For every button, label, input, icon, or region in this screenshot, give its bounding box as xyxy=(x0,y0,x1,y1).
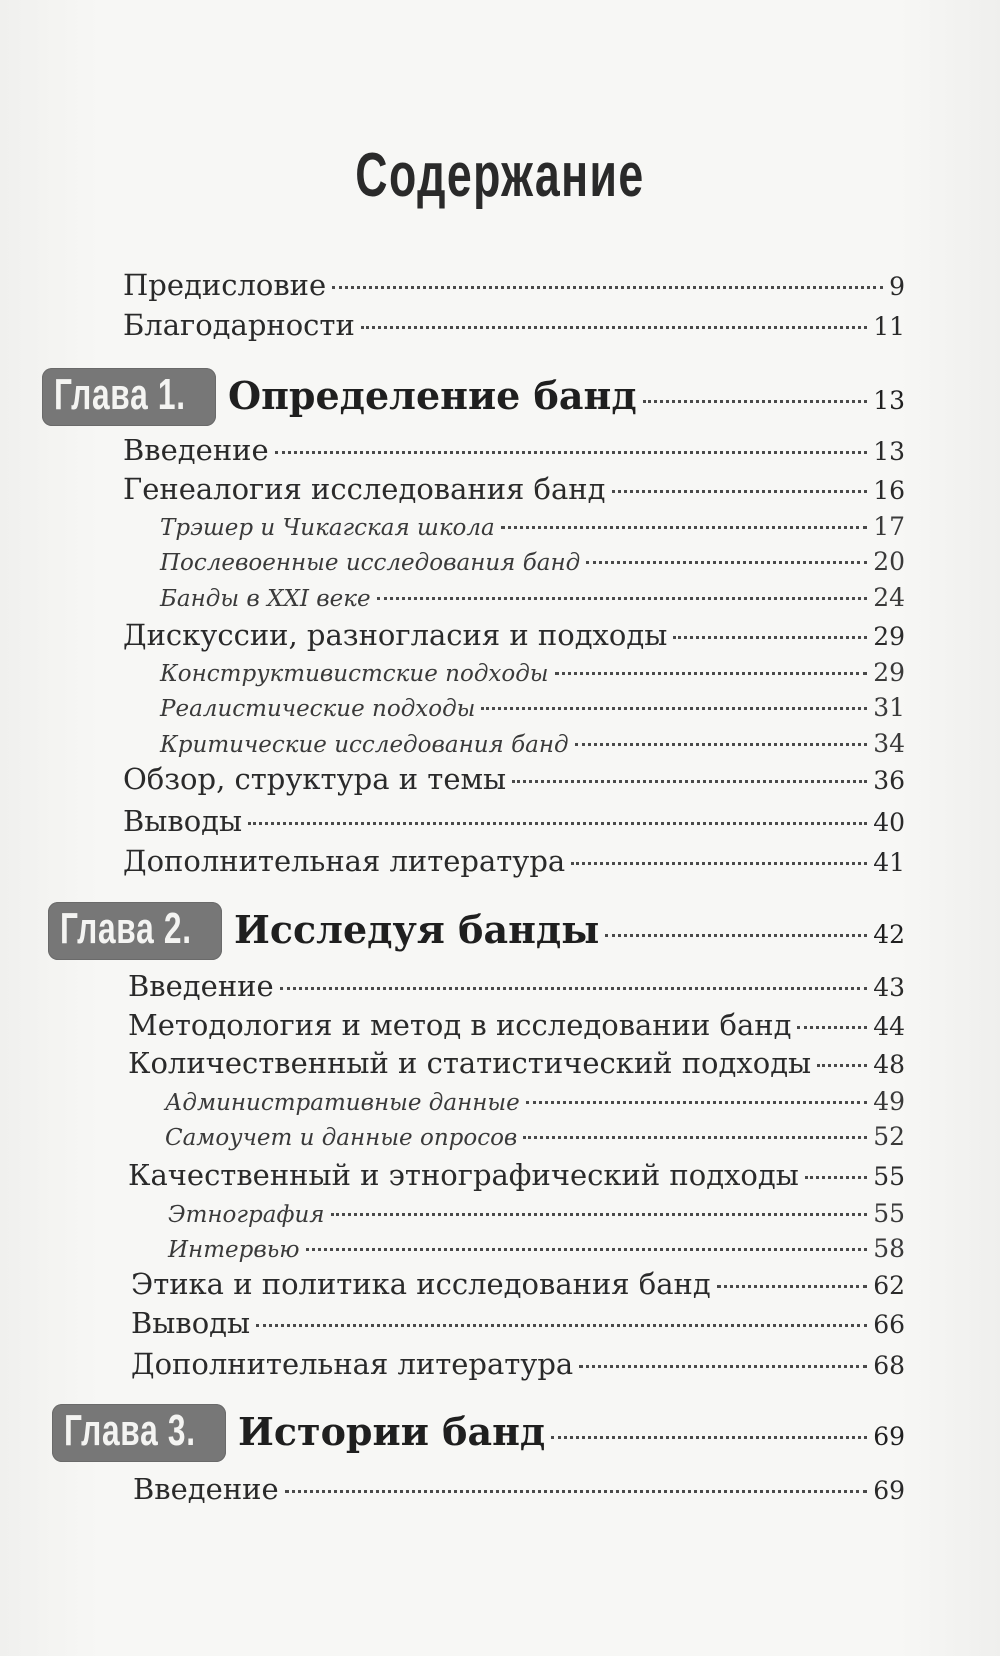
toc-subentry[interactable] xyxy=(160,583,905,612)
toc-entry[interactable] xyxy=(123,762,905,796)
toc-entry[interactable] xyxy=(131,1347,905,1381)
page-number: 16 xyxy=(873,476,905,505)
chapter-title: Исследуя банды xyxy=(234,907,600,952)
dot-leader xyxy=(717,1285,867,1288)
page-number: 42 xyxy=(873,920,905,949)
dot-leader xyxy=(361,326,867,329)
toc-entry[interactable] xyxy=(123,618,905,652)
entry-title: Выводы xyxy=(123,804,243,838)
page-number: 29 xyxy=(873,622,905,651)
dot-leader xyxy=(612,490,868,493)
dot-leader xyxy=(377,597,868,600)
dot-leader xyxy=(817,1064,867,1067)
dot-leader xyxy=(501,526,867,529)
subentry-title: Критические исследования банд xyxy=(160,732,569,758)
toc-entry[interactable] xyxy=(123,844,905,878)
entry-title: Дополнительная литература xyxy=(123,844,566,878)
chapter-number: Глава 1. xyxy=(54,370,186,419)
dot-leader xyxy=(579,1365,867,1368)
toc-subentry[interactable] xyxy=(160,693,905,722)
page-number: 66 xyxy=(873,1310,905,1339)
entry-title: Дискуссии, разногласия и подходы xyxy=(123,618,668,652)
page-number: 52 xyxy=(873,1122,905,1151)
chapter-number: Глава 2. xyxy=(60,904,192,953)
page-number: 17 xyxy=(873,512,905,541)
toc-subentry[interactable] xyxy=(160,547,905,576)
entry-title: Этика и политика исследования банд xyxy=(131,1267,711,1301)
page-number: 34 xyxy=(873,729,905,758)
page-number: 69 xyxy=(873,1422,905,1451)
toc-entry[interactable] xyxy=(123,804,905,838)
page-number: 11 xyxy=(873,312,905,341)
toc-subentry[interactable] xyxy=(168,1234,905,1263)
toc-subentry[interactable] xyxy=(160,729,905,758)
entry-title: Введение xyxy=(133,1472,279,1506)
page-number: 69 xyxy=(873,1476,905,1505)
dot-leader xyxy=(256,1324,867,1327)
dot-leader xyxy=(332,286,883,289)
subentry-title: Этнография xyxy=(168,1202,325,1228)
page-number: 62 xyxy=(873,1271,905,1300)
page-number: 58 xyxy=(873,1234,905,1263)
subentry-title: Трэшер и Чикагская школа xyxy=(160,515,495,541)
toc-entry[interactable] xyxy=(128,1046,905,1080)
page-number: 68 xyxy=(873,1351,905,1380)
dot-leader xyxy=(331,1213,868,1216)
dot-leader xyxy=(586,561,867,564)
page-number: 44 xyxy=(873,1012,905,1041)
entry-title: Предисловие xyxy=(123,268,327,302)
entry-title: Методология и метод в исследовании банд xyxy=(128,1008,792,1042)
dot-leader xyxy=(605,934,867,937)
page-title: Содержание xyxy=(355,141,645,210)
page-number: 24 xyxy=(873,583,905,612)
entry-title: Дополнительная литература xyxy=(131,1347,574,1381)
entry-title: Количественный и статистический подходы xyxy=(128,1046,812,1080)
toc-entry[interactable] xyxy=(128,969,905,1003)
dot-leader xyxy=(523,1136,867,1139)
dot-leader xyxy=(481,707,867,710)
dot-leader xyxy=(805,1176,867,1179)
dot-leader xyxy=(285,1490,868,1493)
subentry-title: Послевоенные исследования банд xyxy=(160,550,581,576)
dot-leader xyxy=(555,672,868,675)
page-number: 55 xyxy=(873,1162,905,1191)
dot-leader xyxy=(575,743,868,746)
toc-subentry[interactable] xyxy=(160,658,905,687)
dot-leader xyxy=(551,1436,867,1439)
toc-entry[interactable] xyxy=(128,1158,905,1192)
entry-title: Введение xyxy=(128,969,274,1003)
page-number: 43 xyxy=(873,973,905,1002)
chapter-badge xyxy=(42,368,216,426)
dot-leader xyxy=(512,780,867,783)
dot-leader xyxy=(306,1248,868,1251)
dot-leader xyxy=(526,1101,867,1104)
toc-entry[interactable] xyxy=(131,1306,905,1340)
page-number: 40 xyxy=(873,808,905,837)
toc-entry[interactable] xyxy=(123,308,905,342)
subentry-title: Административные данные xyxy=(165,1090,520,1116)
page-number: 9 xyxy=(889,272,905,301)
toc-subentry[interactable] xyxy=(168,1199,905,1228)
toc-subentry[interactable] xyxy=(165,1087,905,1116)
entry-title: Обзор, структура и темы xyxy=(123,762,507,796)
page-number: 20 xyxy=(873,547,905,576)
toc-subentry[interactable] xyxy=(165,1122,905,1151)
subentry-title: Конструктивистские подходы xyxy=(160,661,549,687)
subentry-title: Банды в XXI веке xyxy=(160,586,371,612)
page-number: 13 xyxy=(873,386,905,415)
page-number: 49 xyxy=(873,1087,905,1116)
toc-entry[interactable] xyxy=(128,1008,905,1042)
toc-chapter[interactable] xyxy=(42,368,905,426)
entry-title: Генеалогия исследования банд xyxy=(123,472,606,506)
dot-leader xyxy=(673,636,867,639)
chapter-badge xyxy=(48,902,222,960)
toc-chapter[interactable] xyxy=(48,902,905,960)
subentry-title: Интервью xyxy=(168,1237,300,1263)
page-number: 29 xyxy=(873,658,905,687)
dot-leader xyxy=(571,862,867,865)
entry-title: Благодарности xyxy=(123,308,355,342)
entry-title: Введение xyxy=(123,433,269,467)
subentry-title: Самоучет и данные опросов xyxy=(165,1125,518,1151)
dot-leader xyxy=(275,451,868,454)
chapter-badge xyxy=(52,1404,226,1462)
toc-chapter[interactable] xyxy=(52,1404,905,1462)
toc-subentry[interactable] xyxy=(160,512,905,541)
page-number: 31 xyxy=(873,693,905,722)
toc-entry[interactable] xyxy=(123,433,905,467)
subentry-title: Реалистические подходы xyxy=(160,696,476,722)
dot-leader xyxy=(280,987,868,990)
entry-title: Качественный и этнографический подходы xyxy=(128,1158,799,1192)
dot-leader xyxy=(643,400,868,403)
dot-leader xyxy=(797,1026,867,1029)
toc-entry[interactable] xyxy=(123,268,905,302)
page-number: 55 xyxy=(873,1199,905,1228)
chapter-number: Глава 3. xyxy=(64,1406,196,1455)
page-number: 48 xyxy=(873,1050,905,1079)
chapter-title: Истории банд xyxy=(238,1409,546,1454)
toc-entry[interactable] xyxy=(131,1267,905,1301)
page-number: 41 xyxy=(873,848,905,877)
toc-entry[interactable] xyxy=(133,1472,905,1506)
entry-title: Выводы xyxy=(131,1306,251,1340)
page-number: 13 xyxy=(873,437,905,466)
chapter-title: Определение банд xyxy=(228,373,637,418)
page-number: 36 xyxy=(873,766,905,795)
dot-leader xyxy=(248,822,867,825)
toc-entry[interactable] xyxy=(123,472,905,506)
